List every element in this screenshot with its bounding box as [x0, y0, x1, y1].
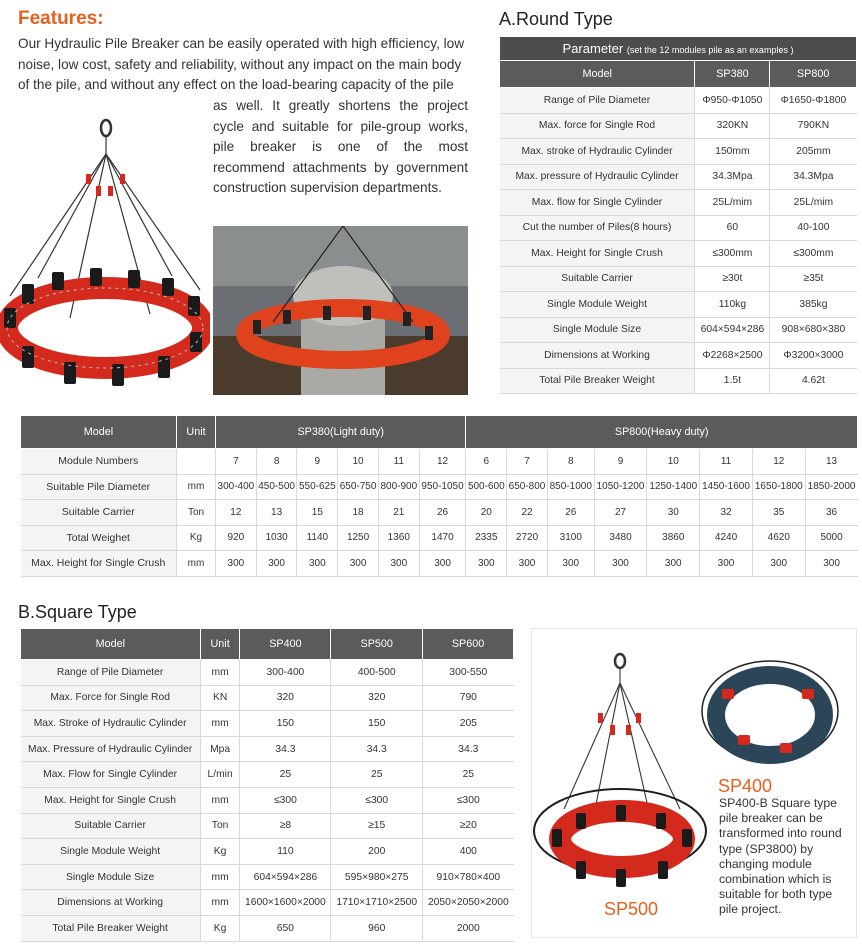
table-row [500, 241, 857, 267]
value-cell: 32 [700, 500, 753, 526]
row-label: Cut the number of Piles(8 hours) [500, 215, 695, 241]
value-cell: ≥15 [331, 813, 423, 839]
features-title: Features: [18, 8, 104, 29]
value-cell: 300 [507, 551, 548, 577]
unit-cell: mm [200, 711, 240, 737]
value-cell: 26 [547, 500, 594, 526]
parameter-header [500, 37, 857, 61]
value-cell: Φ3200×3000 [770, 343, 857, 369]
value-cell: 790 [423, 685, 514, 711]
row-label: Total Pile Breaker Weight [500, 368, 695, 394]
value-cell: 18 [338, 500, 379, 526]
row-label: Max. Flow for Single Cylinder [21, 762, 201, 788]
square-type-table [20, 628, 514, 942]
value-cell: 800-900 [378, 474, 419, 500]
value-cell: 850-1000 [547, 474, 594, 500]
row-label: Max. force for Single Rod [500, 113, 695, 139]
col-model: Model [21, 416, 177, 449]
value-cell: 1600×1600×2000 [240, 890, 331, 916]
value-cell: 300 [419, 551, 466, 577]
table-row [21, 449, 858, 475]
value-cell: 13 [805, 449, 857, 475]
value-cell: 11 [378, 449, 419, 475]
row-label: Max. pressure of Hydraulic Cylinder [500, 164, 695, 190]
value-cell: ≤300 [331, 787, 423, 813]
value-cell: 12 [419, 449, 466, 475]
table-row [21, 736, 514, 762]
value-cell: 25L/mim [770, 190, 857, 216]
value-cell: 650-750 [338, 474, 379, 500]
table-row [21, 813, 514, 839]
value-cell: 7 [507, 449, 548, 475]
table-row [21, 711, 514, 737]
value-cell: 300 [338, 551, 379, 577]
value-cell: 27 [594, 500, 647, 526]
value-cell: ≥20 [423, 813, 514, 839]
unit-cell: L/min [200, 762, 240, 788]
value-cell: 300 [752, 551, 805, 577]
row-label: Range of Pile Diameter [500, 88, 695, 114]
value-cell: 4240 [700, 525, 753, 551]
row-label: Range of Pile Diameter [21, 660, 201, 686]
value-cell: 25L/mim [695, 190, 770, 216]
unit-cell: Kg [177, 525, 216, 551]
value-cell: 1470 [419, 525, 466, 551]
table-row [500, 215, 857, 241]
row-label: Dimensions at Working [21, 890, 201, 916]
value-cell: 500-600 [466, 474, 507, 500]
sp400-description: SP400-B Square type pile breaker can be transformed into round type (SP3800) by changing module combination which is suitable for both type pile project. [719, 796, 842, 917]
row-label: Single Module Weight [500, 292, 695, 318]
value-cell: 920 [216, 525, 257, 551]
row-label: Max. Stroke of Hydraulic Cylinder [21, 711, 201, 737]
row-label: Single Module Weight [21, 839, 201, 865]
value-cell: 300-400 [216, 474, 257, 500]
col-unit: Unit [177, 416, 216, 449]
row-label: Max. Height for Single Crush [21, 787, 201, 813]
value-cell: 400 [423, 839, 514, 865]
round-type-title: A.Round Type [499, 9, 613, 29]
value-cell: 34.3 [331, 736, 423, 762]
col-sp500: SP500 [331, 629, 423, 660]
value-cell: 320KN [695, 113, 770, 139]
table-row [21, 685, 514, 711]
value-cell: 13 [256, 500, 297, 526]
value-cell: 8 [547, 449, 594, 475]
value-cell: 9 [297, 449, 338, 475]
value-cell: 22 [507, 500, 548, 526]
value-cell: 1850-2000 [805, 474, 857, 500]
value-cell: ≤300mm [695, 241, 770, 267]
round-table-body [500, 88, 857, 394]
table-row [21, 839, 514, 865]
value-cell: 25 [240, 762, 331, 788]
value-cell: 910×780×400 [423, 864, 514, 890]
value-cell: 320 [331, 685, 423, 711]
table-row [500, 139, 857, 165]
col-sp600: SP600 [423, 629, 514, 660]
table-row [21, 762, 514, 788]
value-cell: 300 [378, 551, 419, 577]
value-cell: 5000 [805, 525, 857, 551]
value-cell: 1360 [378, 525, 419, 551]
parameter-label: Parameter [562, 41, 624, 56]
value-cell: 595×980×275 [331, 864, 423, 890]
row-label: Max. Height for Single Crush [21, 551, 177, 577]
value-cell: 400-500 [331, 660, 423, 686]
value-cell: 604×594×286 [240, 864, 331, 890]
row-label: Suitable Carrier [500, 266, 695, 292]
table-row [21, 890, 514, 916]
value-cell: 150mm [695, 139, 770, 165]
unit-cell: Kg [200, 839, 240, 865]
unit-cell: mm [200, 787, 240, 813]
value-cell: 450-500 [256, 474, 297, 500]
col-model: Model [21, 629, 201, 660]
unit-cell: mm [200, 864, 240, 890]
value-cell: 21 [378, 500, 419, 526]
value-cell: 300 [256, 551, 297, 577]
value-cell: 908×680×380 [770, 317, 857, 343]
value-cell: 300 [594, 551, 647, 577]
value-cell: 6 [466, 449, 507, 475]
value-cell: 150 [240, 711, 331, 737]
table-row [500, 266, 857, 292]
value-cell: 385kg [770, 292, 857, 318]
value-cell: 35 [752, 500, 805, 526]
value-cell: 4620 [752, 525, 805, 551]
value-cell: 1250 [338, 525, 379, 551]
value-cell: 30 [647, 500, 700, 526]
value-cell: 300 [216, 551, 257, 577]
value-cell: 150 [331, 711, 423, 737]
row-label: Max. Pressure of Hydraulic Cylinder [21, 736, 201, 762]
row-label: Total Weighet [21, 525, 177, 551]
unit-cell: Ton [177, 500, 216, 526]
value-cell: 34.3Mpa [695, 164, 770, 190]
value-cell: 205 [423, 711, 514, 737]
value-cell: 10 [338, 449, 379, 475]
table-row [21, 915, 514, 941]
unit-cell: Mpa [200, 736, 240, 762]
value-cell: 1050-1200 [594, 474, 647, 500]
value-cell: 34.3Mpa [770, 164, 857, 190]
value-cell: 8 [256, 449, 297, 475]
sp400-label: SP400 [718, 776, 773, 796]
table-row [500, 164, 857, 190]
value-cell: 10 [647, 449, 700, 475]
col-sp400: SP400 [240, 629, 331, 660]
value-cell: 2050×2050×2000 [423, 890, 514, 916]
value-cell: 36 [805, 500, 857, 526]
value-cell: 34.3 [240, 736, 331, 762]
features-paragraph-1: Our Hydraulic Pile Breaker can be easily operated with high efficiency, low noise, low cost, safety and reliability, without any impact on the main body of the pile, and without any effect on the load-bearing capacity of the pile [18, 36, 465, 93]
value-cell: 9 [594, 449, 647, 475]
value-cell: 205mm [770, 139, 857, 165]
value-cell: 2720 [507, 525, 548, 551]
col-model: Model [500, 61, 695, 88]
value-cell: 15 [297, 500, 338, 526]
value-cell: 300-400 [240, 660, 331, 686]
value-cell: 300 [466, 551, 507, 577]
value-cell: 550-625 [297, 474, 338, 500]
value-cell: 11 [700, 449, 753, 475]
value-cell: 1710×1710×2500 [331, 890, 423, 916]
col-unit: Unit [200, 629, 240, 660]
table-row [500, 190, 857, 216]
value-cell: 1250-1400 [647, 474, 700, 500]
row-label: Max. flow for Single Cylinder [500, 190, 695, 216]
value-cell: 25 [331, 762, 423, 788]
value-cell: 300 [700, 551, 753, 577]
row-label: Total Pile Breaker Weight [21, 915, 201, 941]
value-cell: ≥8 [240, 813, 331, 839]
value-cell: 26 [419, 500, 466, 526]
row-label: Single Module Size [21, 864, 201, 890]
row-label: Suitable Carrier [21, 500, 177, 526]
parameter-note: (set the 12 modules pile as an examples ) [626, 45, 794, 55]
value-cell: 300-550 [423, 660, 514, 686]
value-cell: ≤300 [423, 787, 514, 813]
unit-cell: Ton [200, 813, 240, 839]
unit-cell: mm [177, 551, 216, 577]
value-cell: 110kg [695, 292, 770, 318]
value-cell: 34.3 [423, 736, 514, 762]
value-cell: 12 [752, 449, 805, 475]
round-pile-breaker-image [0, 118, 210, 388]
sp500-label: SP500 [604, 899, 659, 919]
table-row [500, 88, 857, 114]
value-cell: 200 [331, 839, 423, 865]
value-cell: 1140 [297, 525, 338, 551]
value-cell: 300 [647, 551, 700, 577]
module-spec-body [21, 449, 858, 577]
value-cell: 950-1050 [419, 474, 466, 500]
row-label: Max. Height for Single Crush [500, 241, 695, 267]
row-label: Max. Force for Single Rod [21, 685, 201, 711]
value-cell: 3480 [594, 525, 647, 551]
value-cell: 604×594×286 [695, 317, 770, 343]
value-cell: 320 [240, 685, 331, 711]
value-cell: 4.62t [770, 368, 857, 394]
round-type-table [499, 36, 857, 394]
value-cell: 790KN [770, 113, 857, 139]
value-cell: ≥30t [695, 266, 770, 292]
table-row [21, 864, 514, 890]
col-sp800: SP800 [770, 61, 857, 88]
table-row [21, 787, 514, 813]
table-row [500, 113, 857, 139]
row-label: Max. stroke of Hydraulic Cylinder [500, 139, 695, 165]
row-label: Single Module Size [500, 317, 695, 343]
value-cell: 25 [423, 762, 514, 788]
unit-cell: Kg [200, 915, 240, 941]
table-row [500, 317, 857, 343]
unit-cell [177, 449, 216, 475]
value-cell: 1.5t [695, 368, 770, 394]
unit-cell: KN [200, 685, 240, 711]
value-cell: 300 [547, 551, 594, 577]
value-cell: 1030 [256, 525, 297, 551]
value-cell: 60 [695, 215, 770, 241]
table-row [500, 368, 857, 394]
value-cell: 40-100 [770, 215, 857, 241]
features-paragraph-2: as well. It greatly shortens the project cycle and suitable for pile-group works, pile breaker is one of the most recommend attachments by government construction supervision departments. [213, 98, 468, 196]
value-cell: 2000 [423, 915, 514, 941]
row-label: Module Numbers [21, 449, 177, 475]
col-sp380-light: SP380(Light duty) [216, 416, 466, 449]
row-label: Suitable Pile Diameter [21, 474, 177, 500]
module-spec-table [20, 415, 858, 577]
value-cell: 110 [240, 839, 331, 865]
table-row [500, 343, 857, 369]
unit-cell: mm [200, 660, 240, 686]
value-cell: ≤300 [240, 787, 331, 813]
table-row [21, 551, 858, 577]
unit-cell: mm [177, 474, 216, 500]
table-row [21, 474, 858, 500]
value-cell: 650-800 [507, 474, 548, 500]
table-row [21, 500, 858, 526]
value-cell: ≤300mm [770, 241, 857, 267]
row-label: Suitable Carrier [21, 813, 201, 839]
value-cell: 300 [297, 551, 338, 577]
value-cell: Φ1650-Φ1800 [770, 88, 857, 114]
value-cell: 1650-1800 [752, 474, 805, 500]
col-sp380: SP380 [695, 61, 770, 88]
value-cell: 960 [331, 915, 423, 941]
value-cell: 2335 [466, 525, 507, 551]
table-row [21, 525, 858, 551]
unit-cell: mm [200, 890, 240, 916]
row-label: Dimensions at Working [500, 343, 695, 369]
value-cell: Φ950-Φ1050 [695, 88, 770, 114]
square-table-body [21, 660, 514, 942]
value-cell: 20 [466, 500, 507, 526]
square-type-title: B.Square Type [18, 602, 137, 622]
value-cell: 650 [240, 915, 331, 941]
table-row [500, 292, 857, 318]
value-cell: 3100 [547, 525, 594, 551]
value-cell: 12 [216, 500, 257, 526]
value-cell: 7 [216, 449, 257, 475]
site-photo [213, 226, 468, 395]
col-sp800-heavy: SP800(Heavy duty) [466, 416, 858, 449]
value-cell: Φ2268×2500 [695, 343, 770, 369]
value-cell: 1450-1600 [700, 474, 753, 500]
value-cell: ≥35t [770, 266, 857, 292]
value-cell: 3860 [647, 525, 700, 551]
value-cell: 300 [805, 551, 857, 577]
table-row [21, 660, 514, 686]
